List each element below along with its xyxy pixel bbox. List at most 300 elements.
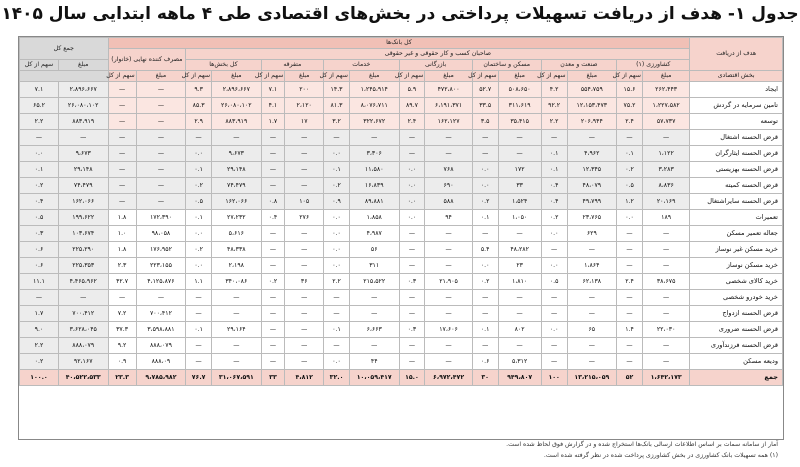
row-label: خرید خودرو شخصی bbox=[690, 290, 783, 306]
cell-amount: ۱،۸۵۸ bbox=[349, 210, 399, 226]
cell-amount: ۸،۸۳۶ bbox=[642, 178, 689, 194]
cell-share: ۰.۴ bbox=[541, 178, 567, 194]
cell-amount: — bbox=[285, 354, 324, 370]
cell-amount: ۹،۶۷۳ bbox=[58, 146, 108, 162]
total-share: ۵۲ bbox=[617, 370, 643, 386]
cell-share: — bbox=[108, 162, 136, 178]
cell-amount: ۸۰۲ bbox=[498, 322, 541, 338]
cell-amount: ۴۸،۲۸۲ bbox=[498, 242, 541, 258]
table-row bbox=[20, 210, 783, 226]
cell-amount: — bbox=[567, 354, 617, 370]
total-amount: ۱۰،۰۵۹،۴۱۷ bbox=[349, 370, 399, 386]
cell-amount: ۹۴ bbox=[425, 210, 472, 226]
total-amount: ۴۰،۵۲۲،۵۳۳ bbox=[58, 370, 108, 386]
cell-amount: ۲۶،۰۸۰،۱۰۲ bbox=[212, 98, 262, 114]
cell-share: — bbox=[186, 306, 212, 322]
cell-share: — bbox=[472, 306, 498, 322]
cell-amount: ۴،۱۲۵،۸۷۶ bbox=[136, 274, 186, 290]
table-row bbox=[20, 178, 783, 194]
cell-amount: ۱۹۹،۶۲۲ bbox=[58, 210, 108, 226]
cell-amount: ۸،۰۷۶،۷۱۱ bbox=[349, 98, 399, 114]
cell-share: — bbox=[472, 338, 498, 354]
cell-amount: ۴،۴۶۵،۹۶۲ bbox=[58, 274, 108, 290]
cell-amount: ۵۶ bbox=[349, 242, 399, 258]
cell-share: ۲.۲ bbox=[541, 114, 567, 130]
cell-amount: ۷۰۰،۴۱۲ bbox=[58, 306, 108, 322]
cell-amount: ۸۸۳،۹۱۹ bbox=[58, 114, 108, 130]
table-row bbox=[20, 226, 783, 242]
cell-amount: ۹۲،۱۶۷ bbox=[58, 354, 108, 370]
cell-amount: ۶،۶۶۳ bbox=[349, 322, 399, 338]
cell-amount: — bbox=[498, 290, 541, 306]
cell-amount: ۱۸۹ bbox=[642, 210, 689, 226]
cell-share: — bbox=[261, 162, 285, 178]
cell-amount: — bbox=[498, 226, 541, 242]
cell-amount: — bbox=[212, 354, 262, 370]
cell-share: — bbox=[324, 338, 350, 354]
header-sahm: سهم از کل bbox=[108, 71, 136, 82]
cell-amount: ۸۹،۸۸۱ bbox=[349, 194, 399, 210]
cell-share: ۱.۴ bbox=[617, 322, 643, 338]
cell-amount: — bbox=[425, 354, 472, 370]
cell-share: — bbox=[399, 354, 425, 370]
cell-amount: ۱۱،۵۸۰ bbox=[349, 162, 399, 178]
cell-share: ۱.۸ bbox=[108, 210, 136, 226]
total-share: ۳۰ bbox=[472, 370, 498, 386]
cell-amount: ۳۲۲،۶۷۲ bbox=[349, 114, 399, 130]
cell-share: ۱.۰ bbox=[108, 226, 136, 242]
cell-amount: ۳۱۱ bbox=[349, 258, 399, 274]
cell-share: ۱.۱ bbox=[186, 274, 212, 290]
cell-amount: ۱،۱۲۲ bbox=[642, 146, 689, 162]
cell-share: ۰.۰ bbox=[324, 210, 350, 226]
total-amount: ۴،۸۱۲ bbox=[285, 370, 324, 386]
cell-amount: — bbox=[567, 338, 617, 354]
row-label: قرض الحسنه بهزیستی bbox=[690, 162, 783, 178]
table-row bbox=[20, 258, 783, 274]
header-sahm: سهم از کل bbox=[324, 71, 350, 82]
cell-amount: ۹،۶۷۳ bbox=[212, 146, 262, 162]
cell-amount: — bbox=[58, 290, 108, 306]
total-share: ۳۲.۰ bbox=[324, 370, 350, 386]
table-row bbox=[20, 82, 783, 98]
cell-amount: — bbox=[642, 226, 689, 242]
cell-amount: ۱۲،۱۵۳،۴۷۳ bbox=[567, 98, 617, 114]
header-mablagh: مبلغ bbox=[136, 71, 186, 82]
total-share: ۱۰۰ bbox=[541, 370, 567, 386]
row-label: تعمیرات bbox=[690, 210, 783, 226]
cell-amount: ۲۶۲،۴۴۳ bbox=[642, 82, 689, 98]
table-row bbox=[20, 146, 783, 162]
cell-share: ۰.۱ bbox=[472, 210, 498, 226]
cell-amount: ۴۴ bbox=[349, 354, 399, 370]
header-mablagh: مبلغ bbox=[285, 71, 324, 82]
cell-share: ۹۲.۲ bbox=[541, 98, 567, 114]
cell-share: ۱.۲ bbox=[617, 194, 643, 210]
cell-amount: ۲۹،۱۶۴ bbox=[212, 322, 262, 338]
cell-share: ۸۹.۷ bbox=[399, 98, 425, 114]
cell-amount: ۱۷۲،۳۹۰ bbox=[136, 210, 186, 226]
cell-share: ۹.۳ bbox=[186, 82, 212, 98]
cell-share: — bbox=[108, 290, 136, 306]
cell-share: ۱۴.۳ bbox=[324, 82, 350, 98]
cell-share: — bbox=[186, 338, 212, 354]
cell-amount: ۴۹،۷۹۹ bbox=[567, 194, 617, 210]
cell-amount: — bbox=[642, 354, 689, 370]
cell-amount: ۶۲،۱۳۸ bbox=[567, 274, 617, 290]
data-table-container bbox=[18, 36, 784, 440]
table-row bbox=[20, 290, 783, 306]
cell-share: ۰.۰ bbox=[472, 178, 498, 194]
row-label: ودیعه مسکن bbox=[690, 354, 783, 370]
cell-share: — bbox=[108, 146, 136, 162]
header-sahiban: صاحبان کسب و کار حقوقی و غیر حقوقی bbox=[186, 49, 690, 60]
cell-share: — bbox=[261, 338, 285, 354]
cell-amount: ۲۲۵،۳۵۳ bbox=[58, 258, 108, 274]
cell-share: ۷۵.۲ bbox=[617, 98, 643, 114]
cell-share: — bbox=[541, 306, 567, 322]
cell-amount: ۱۷۶،۹۵۲ bbox=[136, 242, 186, 258]
cell-share: — bbox=[541, 354, 567, 370]
cell-share: ۰.۰ bbox=[324, 226, 350, 242]
cell-amount: — bbox=[567, 130, 617, 146]
total-amount: ۱،۶۴۲،۱۷۳ bbox=[642, 370, 689, 386]
cell-amount: ۴۸،۰۷۹ bbox=[567, 178, 617, 194]
cell-share: ۰.۰ bbox=[186, 226, 212, 242]
row-label: قرض الحسنه فرزندآوری bbox=[690, 338, 783, 354]
cell-share: ۵۲.۷ bbox=[472, 82, 498, 98]
cell-share: ۳۳.۵ bbox=[472, 98, 498, 114]
cell-amount: ۱،۵۲۴ bbox=[498, 194, 541, 210]
cell-share: ۵.۴ bbox=[472, 242, 498, 258]
cell-amount: — bbox=[567, 306, 617, 322]
cell-share: ۰.۸ bbox=[261, 194, 285, 210]
cell-amount: ۶۹۰ bbox=[425, 178, 472, 194]
cell-share: — bbox=[261, 242, 285, 258]
cell-amount: — bbox=[498, 306, 541, 322]
cell-amount: ۷۴،۴۷۹ bbox=[58, 178, 108, 194]
page-title: جدول ۱- هدف از دریافت تسهیلات پرداختی در بخش‌های اقتصادی طی ۴ ماهه ابتدایی سال ۱۴۰۵ bbox=[1, 4, 799, 24]
cell-amount: ۵،۳۱۲ bbox=[498, 354, 541, 370]
cell-share: ۱.۷ bbox=[20, 306, 59, 322]
cell-share: — bbox=[399, 226, 425, 242]
cell-share: ۷.۱ bbox=[20, 82, 59, 98]
total-amount: ۳۱،۰۶۷،۵۹۱ bbox=[212, 370, 262, 386]
cell-amount: ۳۵،۴۱۵ bbox=[498, 114, 541, 130]
cell-amount: ۱۶،۸۳۹ bbox=[349, 178, 399, 194]
cell-amount: ۲۹،۱۴۸ bbox=[212, 162, 262, 178]
cell-share: ۰.۶ bbox=[20, 258, 59, 274]
cell-amount: ۲۹،۱۴۸ bbox=[58, 162, 108, 178]
cell-share: ۰.۲ bbox=[186, 242, 212, 258]
cell-share: ۰.۰ bbox=[399, 194, 425, 210]
cell-share: ۰.۲ bbox=[541, 210, 567, 226]
cell-amount: ۱۰۵ bbox=[285, 194, 324, 210]
cell-amount: ۲۲۳،۱۵۵ bbox=[136, 258, 186, 274]
cell-share: ۰.۶ bbox=[472, 354, 498, 370]
cell-amount: ۳۱۱،۶۱۹ bbox=[498, 98, 541, 114]
cell-amount: ۵۵۴،۷۵۹ bbox=[567, 82, 617, 98]
cell-share: ۰.۲ bbox=[472, 194, 498, 210]
cell-amount: ۷۶۸ bbox=[425, 162, 472, 178]
table-row bbox=[20, 242, 783, 258]
row-label: تامین سرمایه در گردش bbox=[690, 98, 783, 114]
cell-share: ۰.۴ bbox=[20, 194, 59, 210]
cell-amount: ۲۱،۹۰۵ bbox=[425, 274, 472, 290]
cell-share: — bbox=[108, 194, 136, 210]
cell-share: ۰.۱ bbox=[324, 322, 350, 338]
footnote-1: آمار از سامانه سمات بر اساس اطلاعات ارسالی بانک‌ها استخراج شده و در گزارش فوق لحاظ شده است. bbox=[506, 441, 778, 448]
cell-amount: ۱،۰۵۰ bbox=[498, 210, 541, 226]
cell-share: — bbox=[324, 306, 350, 322]
cell-amount: ۱۷،۶۰۶ bbox=[425, 322, 472, 338]
cell-share: — bbox=[617, 290, 643, 306]
cell-amount: — bbox=[285, 178, 324, 194]
cell-amount: ۵۰۸،۶۵۰ bbox=[498, 82, 541, 98]
cell-amount: ۵،۶۱۶ bbox=[212, 226, 262, 242]
cell-share: ۰.۲ bbox=[617, 162, 643, 178]
cell-amount: — bbox=[136, 194, 186, 210]
cell-amount: ۱۰۳،۶۷۴ bbox=[58, 226, 108, 242]
cell-share: ۰.۵ bbox=[20, 210, 59, 226]
cell-share: ۴.۱ bbox=[261, 98, 285, 114]
cell-amount: ۲۰۰ bbox=[285, 82, 324, 98]
cell-amount: — bbox=[642, 242, 689, 258]
row-label: توسعه bbox=[690, 114, 783, 130]
cell-share: ۰.۱ bbox=[324, 162, 350, 178]
cell-share: — bbox=[472, 290, 498, 306]
header-sahm: سهم از کل bbox=[541, 71, 567, 82]
cell-amount: — bbox=[212, 290, 262, 306]
header-sector-2: صنعت و معدن bbox=[541, 60, 616, 71]
cell-share: ۲.۳ bbox=[108, 258, 136, 274]
cell-amount: ۸۸۸،۰۷۹ bbox=[136, 338, 186, 354]
cell-amount: ۱۶۲،۰۶۶ bbox=[58, 194, 108, 210]
table-row bbox=[20, 354, 783, 370]
cell-amount: ۲۳،۷۶۵ bbox=[567, 210, 617, 226]
cell-share: ۹.۰ bbox=[20, 322, 59, 338]
total-share: ۱۰۰.۰ bbox=[20, 370, 59, 386]
cell-amount: ۲۲،۰۳۰ bbox=[642, 322, 689, 338]
cell-amount: — bbox=[642, 130, 689, 146]
header-sahm: سهم از کل bbox=[617, 71, 643, 82]
cell-amount: ۱۲،۳۴۵ bbox=[567, 162, 617, 178]
cell-amount: — bbox=[642, 290, 689, 306]
cell-share: ۰.۲ bbox=[261, 274, 285, 290]
cell-share: ۰.۰ bbox=[324, 242, 350, 258]
cell-amount: ۱۷ bbox=[285, 114, 324, 130]
cell-amount: ۲،۱۲۰ bbox=[285, 98, 324, 114]
cell-share: — bbox=[399, 130, 425, 146]
total-share: ۲۳.۳ bbox=[108, 370, 136, 386]
header-mablagh: مبلغ bbox=[212, 71, 262, 82]
cell-amount: — bbox=[58, 130, 108, 146]
cell-amount: ۷۰۰،۴۱۲ bbox=[136, 306, 186, 322]
cell-share: ۱۵.۶ bbox=[617, 82, 643, 98]
cell-share: ۰.۰ bbox=[541, 258, 567, 274]
header-mablagh: مبلغ bbox=[425, 71, 472, 82]
cell-share: ۰.۰ bbox=[324, 146, 350, 162]
cell-share: ۲.۴ bbox=[617, 114, 643, 130]
cell-amount: — bbox=[285, 258, 324, 274]
cell-share: — bbox=[399, 306, 425, 322]
cell-share: — bbox=[617, 130, 643, 146]
cell-amount: — bbox=[285, 130, 324, 146]
cell-share: ۲.۲ bbox=[324, 274, 350, 290]
cell-share: ۱.۸ bbox=[108, 242, 136, 258]
total-amount: ۶،۹۷۲،۴۷۲ bbox=[425, 370, 472, 386]
cell-share: — bbox=[261, 178, 285, 194]
cell-share: ۰.۲ bbox=[324, 178, 350, 194]
cell-amount: — bbox=[642, 338, 689, 354]
header-sahm: سهم از کل bbox=[186, 71, 212, 82]
header-sector-5: خدمات bbox=[324, 60, 399, 71]
cell-share: ۰.۰ bbox=[472, 162, 498, 178]
cell-amount: — bbox=[425, 338, 472, 354]
table-row bbox=[20, 338, 783, 354]
cell-share: — bbox=[186, 354, 212, 370]
cell-share: ۰.۹ bbox=[108, 354, 136, 370]
cell-share: — bbox=[399, 146, 425, 162]
cell-amount: — bbox=[425, 290, 472, 306]
data-table bbox=[19, 37, 783, 386]
header-mablagh: مبلغ bbox=[498, 71, 541, 82]
cell-amount: — bbox=[567, 242, 617, 258]
cell-share: — bbox=[399, 338, 425, 354]
header-sahm: سهم از کل bbox=[472, 71, 498, 82]
cell-share: ۰.۲ bbox=[20, 178, 59, 194]
cell-share: ۰.۵ bbox=[617, 178, 643, 194]
cell-share: ۲.۲ bbox=[20, 114, 59, 130]
cell-amount: ۱۶۲،۱۲۷ bbox=[425, 114, 472, 130]
table-row bbox=[20, 130, 783, 146]
row-label: خرید کالای شخصی bbox=[690, 274, 783, 290]
header-sector-4: بازرگانی bbox=[399, 60, 472, 71]
cell-amount: — bbox=[285, 322, 324, 338]
cell-share: ۰.۳ bbox=[20, 226, 59, 242]
cell-share: — bbox=[261, 226, 285, 242]
cell-amount: ۹۸،۰۵۸ bbox=[136, 226, 186, 242]
cell-share: — bbox=[617, 306, 643, 322]
cell-share: ۰.۲ bbox=[472, 274, 498, 290]
cell-share: — bbox=[261, 258, 285, 274]
cell-amount: ۲۳ bbox=[498, 258, 541, 274]
header-kol-bankha: کل بانک‌ها bbox=[108, 38, 690, 49]
cell-amount: — bbox=[136, 130, 186, 146]
cell-share: — bbox=[108, 98, 136, 114]
table-row bbox=[20, 98, 783, 114]
cell-share: ۰.۰ bbox=[399, 178, 425, 194]
header-mablagh: مبلغ bbox=[567, 71, 617, 82]
header-mablagh: مبلغ bbox=[642, 71, 689, 82]
cell-amount: ۴،۹۸۷ bbox=[349, 226, 399, 242]
cell-share: ۰.۵ bbox=[186, 194, 212, 210]
cell-share: ۵.۹ bbox=[399, 82, 425, 98]
cell-share: ۰.۳ bbox=[399, 322, 425, 338]
cell-share: — bbox=[617, 242, 643, 258]
cell-share: ۰.۱ bbox=[617, 146, 643, 162]
cell-share: ۰.۰ bbox=[186, 258, 212, 274]
cell-amount: ۵۷،۷۳۷ bbox=[642, 114, 689, 130]
total-share: ۳۳ bbox=[261, 370, 285, 386]
cell-share: — bbox=[261, 146, 285, 162]
cell-amount: ۳،۲۸۳ bbox=[642, 162, 689, 178]
cell-amount: ۳،۳۰۶ bbox=[349, 146, 399, 162]
cell-share: ۰.۰ bbox=[399, 210, 425, 226]
cell-amount: — bbox=[425, 226, 472, 242]
total-share: ۷۶.۷ bbox=[186, 370, 212, 386]
cell-share: — bbox=[541, 130, 567, 146]
cell-share: ۸۵.۳ bbox=[186, 98, 212, 114]
cell-share: — bbox=[617, 354, 643, 370]
cell-amount: — bbox=[425, 258, 472, 274]
cell-share: ۹.۲ bbox=[108, 338, 136, 354]
cell-amount: ۶۵ bbox=[567, 322, 617, 338]
cell-share: ۲.۴ bbox=[399, 114, 425, 130]
cell-amount: — bbox=[136, 146, 186, 162]
cell-amount: — bbox=[349, 306, 399, 322]
cell-amount: — bbox=[136, 98, 186, 114]
cell-amount: — bbox=[425, 146, 472, 162]
cell-share: — bbox=[261, 322, 285, 338]
cell-share: ۸۱.۳ bbox=[324, 98, 350, 114]
cell-share: — bbox=[261, 130, 285, 146]
cell-share: ۲.۴ bbox=[617, 274, 643, 290]
cell-share: — bbox=[20, 130, 59, 146]
cell-share: — bbox=[108, 82, 136, 98]
table-row bbox=[20, 306, 783, 322]
row-label: قرض الحسنه ضروری bbox=[690, 322, 783, 338]
cell-amount: — bbox=[349, 290, 399, 306]
table-row bbox=[20, 162, 783, 178]
cell-share: ۰.۰ bbox=[324, 354, 350, 370]
cell-amount: — bbox=[567, 290, 617, 306]
cell-share: — bbox=[20, 290, 59, 306]
row-label: قرض الحسنه کمیته bbox=[690, 178, 783, 194]
cell-amount: ۲۷،۲۳۲ bbox=[212, 210, 262, 226]
cell-amount: ۱،۲۲۷،۵۸۲ bbox=[642, 98, 689, 114]
cell-amount: ۲۰۶،۹۴۴ bbox=[567, 114, 617, 130]
row-label: قرض الحسنه ایثارگران bbox=[690, 146, 783, 162]
header-sahm: سهم از کل bbox=[399, 71, 425, 82]
cell-share: ۶۵.۲ bbox=[20, 98, 59, 114]
cell-share: ۰.۰ bbox=[617, 210, 643, 226]
cell-amount: ۳،۶۲۸،۰۴۵ bbox=[58, 322, 108, 338]
cell-share: ۰.۰ bbox=[541, 226, 567, 242]
cell-amount: ۲۷۶ bbox=[285, 210, 324, 226]
cell-amount: — bbox=[285, 290, 324, 306]
cell-amount: — bbox=[285, 242, 324, 258]
cell-amount: ۴،۹۶۲ bbox=[567, 146, 617, 162]
cell-share: ۰.۴ bbox=[261, 210, 285, 226]
cell-share: ۰.۶ bbox=[20, 242, 59, 258]
cell-share: ۰.۳ bbox=[399, 274, 425, 290]
cell-amount: — bbox=[285, 146, 324, 162]
cell-amount: — bbox=[285, 306, 324, 322]
header-sector-3: مسکن و ساختمان bbox=[472, 60, 541, 71]
cell-share: ۰.۰ bbox=[541, 322, 567, 338]
cell-share: ۰.۲ bbox=[186, 178, 212, 194]
cell-amount: — bbox=[136, 162, 186, 178]
header-jam-spacer bbox=[20, 71, 109, 82]
cell-share: — bbox=[324, 290, 350, 306]
cell-amount: ۴۸،۳۳۸ bbox=[212, 242, 262, 258]
cell-amount: ۸۸۳،۹۱۹ bbox=[212, 114, 262, 130]
cell-share: — bbox=[186, 290, 212, 306]
cell-amount: — bbox=[425, 130, 472, 146]
cell-share: ۰.۲ bbox=[20, 354, 59, 370]
cell-share: ۳۷.۳ bbox=[108, 322, 136, 338]
